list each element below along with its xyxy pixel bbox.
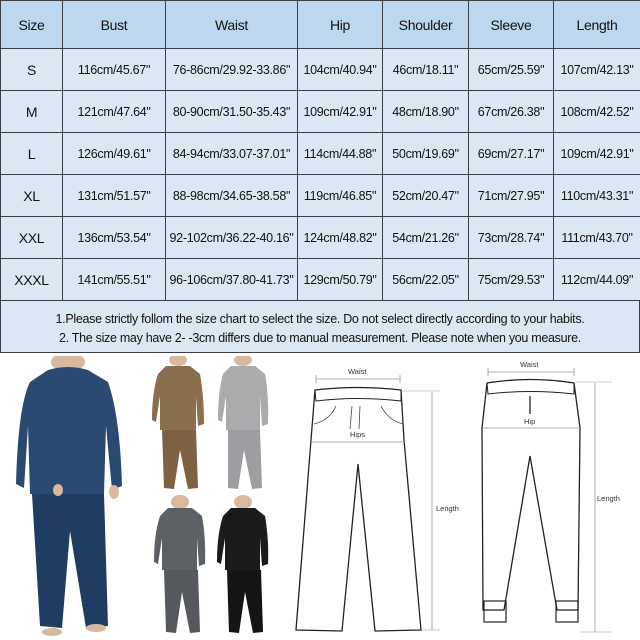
hip-cell: 109cm/42.91" bbox=[298, 91, 383, 133]
table-row bbox=[1, 133, 640, 175]
sleeve-cell: 75cm/29.53" bbox=[469, 259, 554, 301]
waist-cell: 88-98cm/34.65-38.58" bbox=[166, 175, 298, 217]
straight-pants-outline-icon bbox=[290, 356, 470, 640]
size-notes bbox=[0, 301, 640, 353]
waist-label: Waist bbox=[520, 360, 539, 369]
waist-cell: 76-86cm/29.92-33.86" bbox=[166, 49, 298, 91]
shoulder-cell: 56cm/22.05" bbox=[383, 259, 469, 301]
note-line-1: 1.Please strictly follom the size chart to select the size. Do not select directly according to your habits. bbox=[55, 312, 585, 326]
length-cell: 107cm/42.13" bbox=[554, 49, 640, 91]
length-cell: 111cm/43.70" bbox=[554, 217, 640, 259]
hip-cell: 129cm/50.79" bbox=[298, 259, 383, 301]
length-label: Length bbox=[597, 494, 620, 503]
size-cell: S bbox=[1, 49, 63, 91]
khaki-pajama-model bbox=[152, 356, 204, 489]
column-header-shoulder: Shoulder bbox=[383, 1, 469, 49]
light-gray-pajama-model bbox=[218, 356, 268, 489]
table-row bbox=[1, 259, 640, 301]
size-cell: M bbox=[1, 91, 63, 133]
hip-cell: 114cm/44.88" bbox=[298, 133, 383, 175]
note-line-2: 2. The size may have 2- -3cm differs due to manual measurement. Please note when you measure. bbox=[59, 331, 581, 345]
navy-pajama-model bbox=[16, 356, 122, 636]
hip-cell: 124cm/48.82" bbox=[298, 217, 383, 259]
shoulder-cell: 52cm/20.47" bbox=[383, 175, 469, 217]
column-header-sleeve: Sleeve bbox=[469, 1, 554, 49]
column-header-bust: Bust bbox=[63, 1, 166, 49]
bust-cell: 141cm/55.51" bbox=[63, 259, 166, 301]
waist-cell: 84-94cm/33.07-37.01" bbox=[166, 133, 298, 175]
hip-label: Hip bbox=[524, 417, 536, 426]
sleeve-cell: 67cm/26.38" bbox=[469, 91, 554, 133]
column-header-size: Size bbox=[1, 1, 63, 49]
length-cell: 108cm/42.52" bbox=[554, 91, 640, 133]
column-header-length: Length bbox=[554, 1, 640, 49]
table-row bbox=[1, 49, 640, 91]
straight-pants-diagram bbox=[290, 356, 470, 640]
sleeve-cell: 73cm/28.74" bbox=[469, 217, 554, 259]
size-cell: XL bbox=[1, 175, 63, 217]
hips-label: Hips bbox=[350, 430, 366, 439]
dark-gray-pajama-model bbox=[154, 495, 205, 633]
header-row bbox=[1, 1, 640, 49]
size-cell: L bbox=[1, 133, 63, 175]
waist-cell: 80-90cm/31.50-35.43" bbox=[166, 91, 298, 133]
pajama-set-photos-image bbox=[0, 356, 290, 640]
shoulder-cell: 46cm/18.11" bbox=[383, 49, 469, 91]
waist-cell: 96-106cm/37.80-41.73" bbox=[166, 259, 298, 301]
shoulder-cell: 48cm/18.90" bbox=[383, 91, 469, 133]
jogger-pants-outline-icon bbox=[470, 356, 640, 640]
bust-cell: 126cm/49.61" bbox=[63, 133, 166, 175]
shoulder-cell: 50cm/19.69" bbox=[383, 133, 469, 175]
table-row bbox=[1, 175, 640, 217]
waist-label: Waist bbox=[348, 367, 367, 376]
size-cell: XXL bbox=[1, 217, 63, 259]
sleeve-cell: 69cm/27.17" bbox=[469, 133, 554, 175]
hip-cell: 119cm/46.85" bbox=[298, 175, 383, 217]
bust-cell: 121cm/47.64" bbox=[63, 91, 166, 133]
bust-cell: 131cm/51.57" bbox=[63, 175, 166, 217]
size-table bbox=[0, 0, 640, 301]
table-row bbox=[1, 91, 640, 133]
bust-cell: 136cm/53.54" bbox=[63, 217, 166, 259]
table-row bbox=[1, 217, 640, 259]
black-pajama-model bbox=[217, 495, 268, 633]
sleeve-cell: 71cm/27.95" bbox=[469, 175, 554, 217]
hip-cell: 104cm/40.94" bbox=[298, 49, 383, 91]
sleeve-cell: 65cm/25.59" bbox=[469, 49, 554, 91]
length-cell: 109cm/42.91" bbox=[554, 133, 640, 175]
column-header-hip: Hip bbox=[298, 1, 383, 49]
length-cell: 112cm/44.09" bbox=[554, 259, 640, 301]
shoulder-cell: 54cm/21.26" bbox=[383, 217, 469, 259]
product-photos bbox=[0, 356, 290, 640]
column-header-waist: Waist bbox=[166, 1, 298, 49]
size-cell: XXXL bbox=[1, 259, 63, 301]
length-label: Length bbox=[436, 504, 459, 513]
waist-cell: 92-102cm/36.22-40.16" bbox=[166, 217, 298, 259]
length-cell: 110cm/43.31" bbox=[554, 175, 640, 217]
jogger-pants-diagram bbox=[470, 356, 640, 640]
bust-cell: 116cm/45.67" bbox=[63, 49, 166, 91]
